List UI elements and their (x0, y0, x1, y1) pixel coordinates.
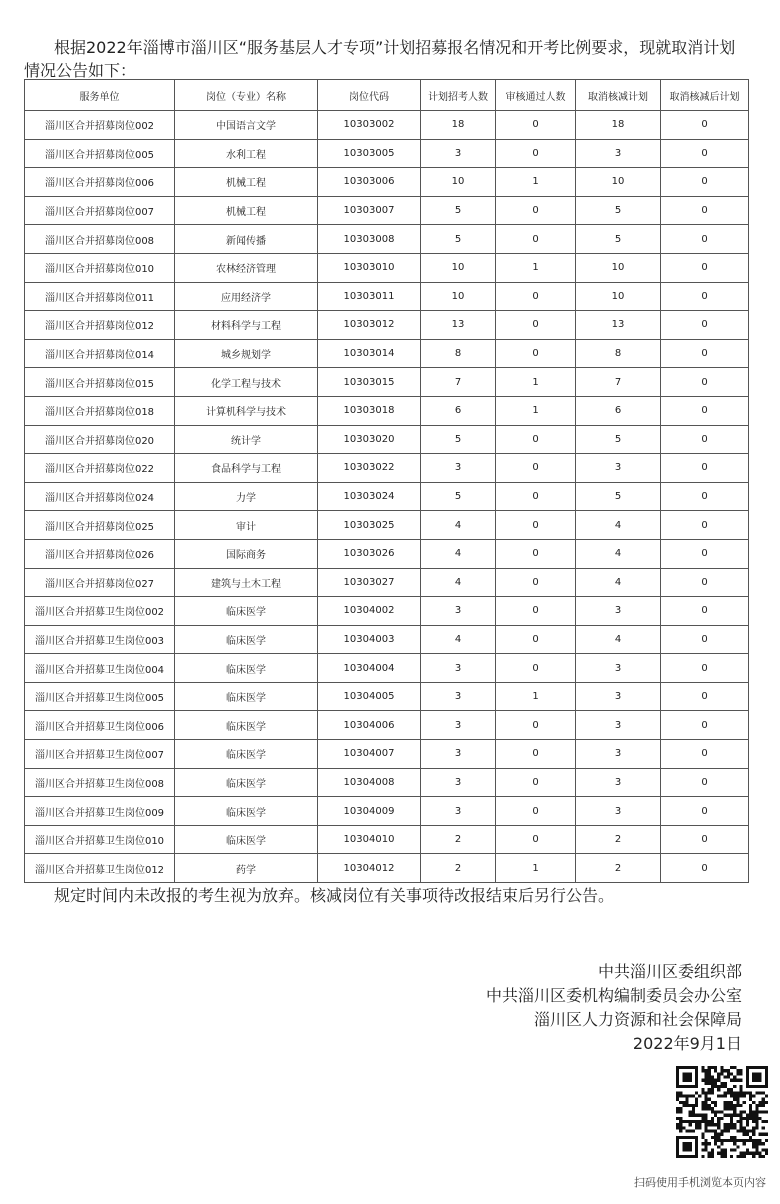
cell-cancelled: 4 (576, 539, 661, 568)
cell-planned: 4 (421, 568, 496, 597)
cell-approved: 0 (496, 425, 576, 454)
cell-planned: 3 (421, 454, 496, 483)
cell-planned: 18 (421, 111, 496, 140)
table-row (25, 396, 749, 425)
cell-planned: 10 (421, 253, 496, 282)
cell-cancelled: 3 (576, 454, 661, 483)
cell-remaining: 0 (661, 339, 749, 368)
table-row (25, 368, 749, 397)
header-unit: 服务单位 (25, 80, 175, 111)
table-row (25, 682, 749, 711)
cell-remaining: 0 (661, 311, 749, 340)
cell-cancelled: 5 (576, 225, 661, 254)
table-row (25, 511, 749, 540)
cell-unit: 淄川区合并招募岗位005 (25, 139, 175, 168)
cell-unit: 淄川区合并招募卫生岗位009 (25, 797, 175, 826)
cell-code: 10303025 (318, 511, 421, 540)
cell-code: 10303008 (318, 225, 421, 254)
table-row (25, 454, 749, 483)
table-row (25, 625, 749, 654)
cell-cancelled: 3 (576, 797, 661, 826)
cell-planned: 2 (421, 825, 496, 854)
cell-position: 临床医学 (175, 768, 318, 797)
cell-approved: 0 (496, 282, 576, 311)
cell-planned: 5 (421, 225, 496, 254)
cell-unit: 淄川区合并招募岗位011 (25, 282, 175, 311)
cell-planned: 3 (421, 740, 496, 769)
table-row (25, 425, 749, 454)
table-row (25, 825, 749, 854)
cell-remaining: 0 (661, 682, 749, 711)
cell-code: 10303011 (318, 282, 421, 311)
qr-code-icon (676, 1066, 768, 1158)
table-row (25, 111, 749, 140)
cell-cancelled: 3 (576, 682, 661, 711)
cell-remaining: 0 (661, 797, 749, 826)
cell-planned: 3 (421, 682, 496, 711)
table-row (25, 282, 749, 311)
cell-unit: 淄川区合并招募岗位007 (25, 196, 175, 225)
cell-remaining: 0 (661, 654, 749, 683)
cell-position: 中国语言文学 (175, 111, 318, 140)
cell-cancelled: 7 (576, 368, 661, 397)
cell-unit: 淄川区合并招募卫生岗位008 (25, 768, 175, 797)
cell-cancelled: 10 (576, 253, 661, 282)
cell-remaining: 0 (661, 711, 749, 740)
cell-remaining: 0 (661, 454, 749, 483)
cell-position: 化学工程与技术 (175, 368, 318, 397)
cell-remaining: 0 (661, 368, 749, 397)
table-row (25, 168, 749, 197)
cell-planned: 4 (421, 539, 496, 568)
cell-position: 食品科学与工程 (175, 454, 318, 483)
cell-position: 临床医学 (175, 740, 318, 769)
cell-position: 机械工程 (175, 196, 318, 225)
cell-position: 临床医学 (175, 654, 318, 683)
cell-position: 临床医学 (175, 682, 318, 711)
cell-code: 10303006 (318, 168, 421, 197)
cell-planned: 2 (421, 854, 496, 883)
table-row (25, 196, 749, 225)
signature-block (486, 960, 742, 1056)
cell-unit: 淄川区合并招募岗位018 (25, 396, 175, 425)
signatory: 中共淄川区委机构编制委员会办公室 (485, 986, 742, 1005)
cell-approved: 0 (496, 825, 576, 854)
table-row (25, 339, 749, 368)
cell-position: 药学 (175, 854, 318, 883)
table-row (25, 139, 749, 168)
signatory: 淄川区人力资源和社会保障局 (533, 1010, 742, 1029)
cell-approved: 1 (496, 396, 576, 425)
cell-approved: 0 (496, 311, 576, 340)
cell-cancelled: 3 (576, 711, 661, 740)
cell-code: 10304004 (318, 654, 421, 683)
cell-approved: 0 (496, 225, 576, 254)
cell-planned: 10 (421, 168, 496, 197)
cell-planned: 8 (421, 339, 496, 368)
cell-code: 10303020 (318, 425, 421, 454)
cell-unit: 淄川区合并招募岗位006 (25, 168, 175, 197)
cell-approved: 0 (496, 454, 576, 483)
cell-planned: 13 (421, 311, 496, 340)
cell-code: 10303026 (318, 539, 421, 568)
cell-code: 10303014 (318, 339, 421, 368)
cell-approved: 0 (496, 654, 576, 683)
cell-position: 水利工程 (175, 139, 318, 168)
cell-code: 10304006 (318, 711, 421, 740)
header-code: 岗位代码 (318, 80, 421, 111)
cell-remaining: 0 (661, 568, 749, 597)
cell-cancelled: 6 (576, 396, 661, 425)
cell-remaining: 0 (661, 482, 749, 511)
cell-unit: 淄川区合并招募卫生岗位007 (25, 740, 175, 769)
cell-approved: 0 (496, 768, 576, 797)
cell-code: 10303027 (318, 568, 421, 597)
cell-remaining: 0 (661, 139, 749, 168)
cell-remaining: 0 (661, 196, 749, 225)
cell-planned: 7 (421, 368, 496, 397)
cell-remaining: 0 (661, 825, 749, 854)
cell-remaining: 0 (661, 768, 749, 797)
table-row (25, 740, 749, 769)
cell-cancelled: 3 (576, 139, 661, 168)
cell-code: 10304007 (318, 740, 421, 769)
header-approved: 审核通过人数 (496, 80, 576, 111)
cell-approved: 0 (496, 797, 576, 826)
cell-remaining: 0 (661, 425, 749, 454)
cell-remaining: 0 (661, 597, 749, 626)
cell-planned: 3 (421, 768, 496, 797)
cell-planned: 6 (421, 396, 496, 425)
cell-approved: 0 (496, 711, 576, 740)
cell-approved: 0 (496, 482, 576, 511)
cell-unit: 淄川区合并招募岗位008 (25, 225, 175, 254)
cell-position: 计算机科学与技术 (175, 396, 318, 425)
cell-position: 新闻传播 (175, 225, 318, 254)
cell-planned: 3 (421, 654, 496, 683)
cell-unit: 淄川区合并招募岗位014 (25, 339, 175, 368)
cell-unit: 淄川区合并招募岗位022 (25, 454, 175, 483)
cell-cancelled: 18 (576, 111, 661, 140)
note-paragraph: 规定时间内未改报的考生视为放弃。核减岗位有关事项待改报结束后另行公告。 (54, 886, 615, 905)
header-position: 岗位（专业）名称 (175, 80, 318, 111)
table-row (25, 482, 749, 511)
table-row (25, 311, 749, 340)
table-body (25, 111, 749, 883)
cell-approved: 0 (496, 597, 576, 626)
cell-code: 10303015 (318, 368, 421, 397)
cell-remaining: 0 (661, 539, 749, 568)
cell-unit: 淄川区合并招募岗位027 (25, 568, 175, 597)
cell-cancelled: 2 (576, 825, 661, 854)
table-row (25, 597, 749, 626)
cell-approved: 0 (496, 539, 576, 568)
cell-approved: 0 (496, 568, 576, 597)
cell-remaining: 0 (661, 168, 749, 197)
cell-code: 10303010 (318, 253, 421, 282)
cell-code: 10303005 (318, 139, 421, 168)
cell-code: 10304010 (318, 825, 421, 854)
cell-position: 机械工程 (175, 168, 318, 197)
cell-unit: 淄川区合并招募卫生岗位003 (25, 625, 175, 654)
cell-remaining: 0 (661, 511, 749, 540)
table-row (25, 253, 749, 282)
cell-cancelled: 13 (576, 311, 661, 340)
cell-approved: 0 (496, 196, 576, 225)
cell-approved: 1 (496, 168, 576, 197)
cell-unit: 淄川区合并招募卫生岗位012 (25, 854, 175, 883)
cell-planned: 5 (421, 425, 496, 454)
cell-approved: 0 (496, 111, 576, 140)
cell-cancelled: 5 (576, 425, 661, 454)
cell-planned: 3 (421, 711, 496, 740)
cell-remaining: 0 (661, 111, 749, 140)
cell-planned: 5 (421, 482, 496, 511)
table-row (25, 711, 749, 740)
cell-approved: 1 (496, 368, 576, 397)
cell-cancelled: 3 (576, 768, 661, 797)
header-cancelled: 取消核减计划 (576, 80, 661, 111)
table-header-row (25, 80, 749, 111)
cell-remaining: 0 (661, 396, 749, 425)
cell-cancelled: 4 (576, 568, 661, 597)
cell-remaining: 0 (661, 282, 749, 311)
cell-approved: 0 (496, 511, 576, 540)
table-row (25, 797, 749, 826)
cell-unit: 淄川区合并招募卫生岗位002 (25, 597, 175, 626)
cell-code: 10303022 (318, 454, 421, 483)
cell-cancelled: 3 (576, 597, 661, 626)
cell-unit: 淄川区合并招募岗位012 (25, 311, 175, 340)
table-row (25, 654, 749, 683)
cell-position: 临床医学 (175, 797, 318, 826)
cell-unit: 淄川区合并招募岗位026 (25, 539, 175, 568)
cell-code: 10304002 (318, 597, 421, 626)
cell-position: 临床医学 (175, 625, 318, 654)
table-row (25, 225, 749, 254)
cell-remaining: 0 (661, 854, 749, 883)
cell-approved: 0 (496, 139, 576, 168)
cell-planned: 3 (421, 797, 496, 826)
header-remaining: 取消核减后计划 (661, 80, 749, 111)
cell-unit: 淄川区合并招募岗位024 (25, 482, 175, 511)
issue-date: 2022年9月1日 (632, 1034, 742, 1053)
cell-approved: 0 (496, 339, 576, 368)
cell-unit: 淄川区合并招募岗位020 (25, 425, 175, 454)
table-row (25, 539, 749, 568)
cell-position: 统计学 (175, 425, 318, 454)
cell-planned: 5 (421, 196, 496, 225)
cell-planned: 10 (421, 282, 496, 311)
table-row (25, 768, 749, 797)
cancellation-table (24, 79, 749, 883)
cell-cancelled: 10 (576, 168, 661, 197)
cell-position: 临床医学 (175, 711, 318, 740)
cell-planned: 3 (421, 139, 496, 168)
cell-approved: 0 (496, 625, 576, 654)
cell-position: 临床医学 (175, 597, 318, 626)
cell-unit: 淄川区合并招募卫生岗位010 (25, 825, 175, 854)
cell-position: 审计 (175, 511, 318, 540)
cell-position: 力学 (175, 482, 318, 511)
cell-unit: 淄川区合并招募卫生岗位005 (25, 682, 175, 711)
cell-position: 临床医学 (175, 825, 318, 854)
cell-cancelled: 2 (576, 854, 661, 883)
cell-code: 10303007 (318, 196, 421, 225)
cell-position: 建筑与土木工程 (175, 568, 318, 597)
qr-caption: 扫码使用手机浏览本页内容 (634, 1176, 766, 1189)
table-row (25, 568, 749, 597)
cell-code: 10304012 (318, 854, 421, 883)
cell-code: 10304003 (318, 625, 421, 654)
header-planned: 计划招考人数 (421, 80, 496, 111)
cell-cancelled: 5 (576, 196, 661, 225)
cell-planned: 4 (421, 511, 496, 540)
cell-unit: 淄川区合并招募岗位015 (25, 368, 175, 397)
cell-code: 10303018 (318, 396, 421, 425)
table-row (25, 854, 749, 883)
cell-position: 应用经济学 (175, 282, 318, 311)
cell-cancelled: 5 (576, 482, 661, 511)
cell-planned: 3 (421, 597, 496, 626)
cell-unit: 淄川区合并招募卫生岗位006 (25, 711, 175, 740)
cell-cancelled: 4 (576, 625, 661, 654)
intro-paragraph: 根据2022年淄博市淄川区“服务基层人才专项”计划招募报名情况和开考比例要求，现就取消计划情况公告如下： (24, 38, 736, 80)
cell-remaining: 0 (661, 225, 749, 254)
cell-remaining: 0 (661, 253, 749, 282)
cell-position: 农林经济管理 (175, 253, 318, 282)
cell-code: 10304009 (318, 797, 421, 826)
cell-cancelled: 3 (576, 654, 661, 683)
signatory: 中共淄川区委组织部 (597, 962, 742, 981)
cell-cancelled: 4 (576, 511, 661, 540)
cell-cancelled: 8 (576, 339, 661, 368)
cell-cancelled: 10 (576, 282, 661, 311)
cell-position: 国际商务 (175, 539, 318, 568)
cell-cancelled: 3 (576, 740, 661, 769)
cell-planned: 4 (421, 625, 496, 654)
cell-code: 10303024 (318, 482, 421, 511)
cell-code: 10303002 (318, 111, 421, 140)
cell-code: 10304005 (318, 682, 421, 711)
cell-remaining: 0 (661, 625, 749, 654)
cell-code: 10304008 (318, 768, 421, 797)
cell-unit: 淄川区合并招募卫生岗位004 (25, 654, 175, 683)
cell-approved: 1 (496, 854, 576, 883)
cell-position: 材料科学与工程 (175, 311, 318, 340)
cell-remaining: 0 (661, 740, 749, 769)
cell-approved: 1 (496, 682, 576, 711)
cell-unit: 淄川区合并招募岗位010 (25, 253, 175, 282)
cell-code: 10303012 (318, 311, 421, 340)
cell-unit: 淄川区合并招募岗位025 (25, 511, 175, 540)
cell-approved: 1 (496, 253, 576, 282)
cell-unit: 淄川区合并招募岗位002 (25, 111, 175, 140)
cell-approved: 0 (496, 740, 576, 769)
cell-position: 城乡规划学 (175, 339, 318, 368)
